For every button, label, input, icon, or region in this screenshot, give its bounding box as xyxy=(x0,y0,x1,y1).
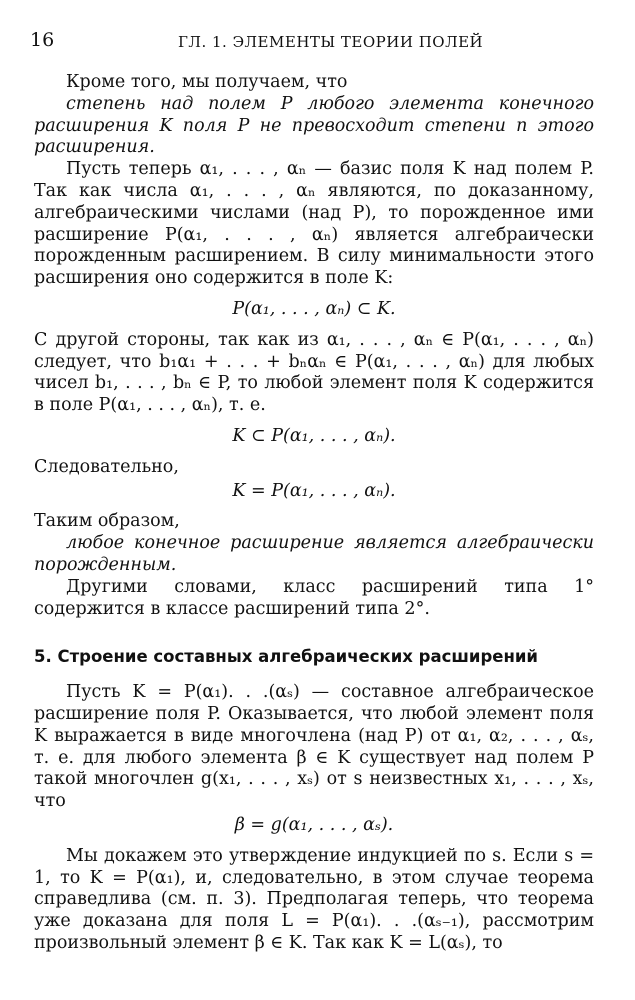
paragraph: Другими словами, класс расширений типа 1° содержится в классе расширений типа 2°. xyxy=(34,576,594,619)
formula: K ⊂ P(α₁, . . . , αₙ). xyxy=(232,425,396,446)
paragraph: Пусть K = P(α₁). . .(αₛ) — составное алгебраическое расширение поля P. Оказывается, что любой элемент поля K выражается в виде многочлена (над P) от α₁, α₂, . . . , αₛ, т. е. для любого элемента β ∈ K существует над полем P такой многочлен g(x₁, . . . , xₛ) от s неизвестных x₁, . . . , xₛ, что xyxy=(34,682,594,812)
paragraph: Мы докажем это утверждение индукцией по s. Если s = 1, то K = P(α₁), и, следовательно, в этом случае теорема справедлива (см. п. 3). Предполагая теперь, что теорема уже доказана для поля L = P(α₁). . .(αₛ₋₁), рассмотрим произвольный элемент β ∈ K. Так как K = L(αₛ), то xyxy=(34,845,594,953)
page-number: 16 xyxy=(30,29,55,51)
paragraph: Кроме того, мы получаем, что xyxy=(66,72,348,92)
section-heading: 5. Строение составных алгебраических расширений xyxy=(34,647,538,667)
paragraph: Следовательно, xyxy=(34,456,179,477)
page-body xyxy=(34,72,594,955)
running-title: ГЛ. 1. ЭЛЕМЕНТЫ ТЕОРИИ ПОЛЕЙ xyxy=(178,33,484,51)
formula: P(α₁, . . . , αₙ) ⊂ K. xyxy=(232,298,396,319)
paragraph: С другой стороны, так как из α₁, . . . , αₙ ∈ P(α₁, . . . , αₙ) следует, что b₁α₁ + . . . + bₙαₙ ∈ P(α₁, . . . , αₙ) для любых чисел b₁, . . . , bₙ ∈ P, то любой элемент поля K содержится в поле P(α₁, . . . , αₙ), т. е. xyxy=(34,329,594,416)
statement: степень над полем P любого элемента конечного расширения K поля P не превосходит степени n этого расширения. xyxy=(34,93,594,158)
page-header xyxy=(30,30,605,54)
formula: K = P(α₁, . . . , αₙ). xyxy=(232,480,396,501)
formula: β = g(α₁, . . . , αₛ). xyxy=(234,814,394,835)
paragraph: Таким образом, xyxy=(34,511,180,532)
paragraph: Пусть теперь α₁, . . . , αₙ — базис поля K над полем P. Так как числа α₁, . . . , αₙ являются, по доказанному, алгебраическими числами (над P), то порожденное ими расширение P(α₁, . . . , αₙ) является алгебраически порожденным расширением. В силу минимальности этого расширения оно содержится в поле K: xyxy=(34,159,594,289)
statement: любое конечное расширение является алгебраически порожденным. xyxy=(34,533,594,575)
